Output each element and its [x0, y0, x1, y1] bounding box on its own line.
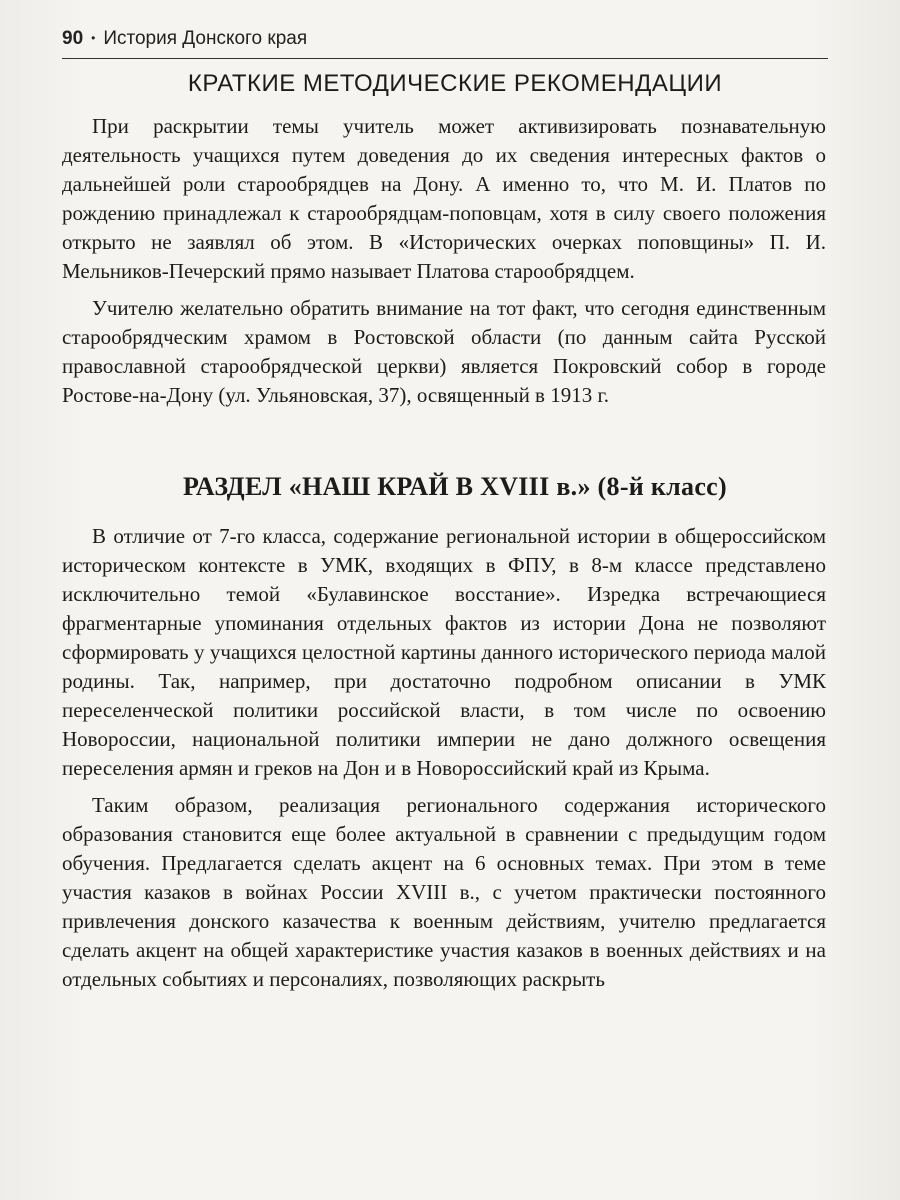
section-paragraph-1: При раскрытии темы учитель может активизировать познавательную деятельность учащихся путем доведения до их сведения интересных фактов о дальнейшей роли старообрядцев на Дону. А именно то, что М. И. Платов по рождению принадлежал к старообрядцам-поповцам, хотя в силу своего положения открыто не заявлял об этом. В «Исторических очерках поповщины» П. И. Мельников-Печерский прямо называет Платова старообрядцем. — [62, 114, 826, 283]
header-rule — [62, 58, 828, 59]
section-heading: КРАТКИЕ МЕТОДИЧЕСКИЕ РЕКОМЕНДАЦИИ — [187, 70, 723, 97]
chapter-paragraph-2: Таким образом, реализация регионального содержания исторического образования становится еще более актуальной в сравнении с предыдущим годом обучения. Предлагается сделать акцент на 6 основных темах. При этом в теме участия казаков в войнах России XVIII в., с учетом практически постоянного привлечения донского казачества к военным действиям, учителю предлагается сделать акцент на общей характеристике участия казаков в военных действиях и на отдельных событиях и персоналиях, позволяющих раскрыть — [62, 793, 826, 991]
page-number: 90 — [62, 28, 84, 49]
running-header — [62, 28, 307, 50]
chapter-paragraph-1: В отличие от 7-го класса, содержание региональной истории в общероссийском историческом контексте в УМК, входящих в ФПУ, в 8-м классе представлено исключительно темой «Булавинское восстание». Изредка встречающиеся фрагментарные упоминания отдельных фактов из истории Дона не позволяют сформировать у учащихся целостной картины данного исторического периода малой родины. Так, например, при достаточно подробном описании в УМК переселенческой политики российской власти, в том числе по освоению Новороссии, национальной политики империи не дано должного освещения переселения армян и греков на Дон и в Новороссийский край из Крыма. — [62, 524, 826, 780]
page-content — [62, 70, 826, 1002]
header-bullet: • — [91, 31, 96, 45]
chapter-heading: РАЗДЕЛ «НАШ КРАЙ В XVIII в.» (8-й класс) — [183, 472, 727, 501]
book-title: История Донского края — [103, 28, 308, 49]
section-paragraph-2: Учителю желательно обратить внимание на тот факт, что сегодня единственным старообрядческим храмом в Ростовской области (по данным сайта Русской православной старообрядческой церкви) является Покровский собор в городе Ростове-на-Дону (ул. Ульяновская, 37), освященный в 1913 г. — [62, 296, 826, 407]
